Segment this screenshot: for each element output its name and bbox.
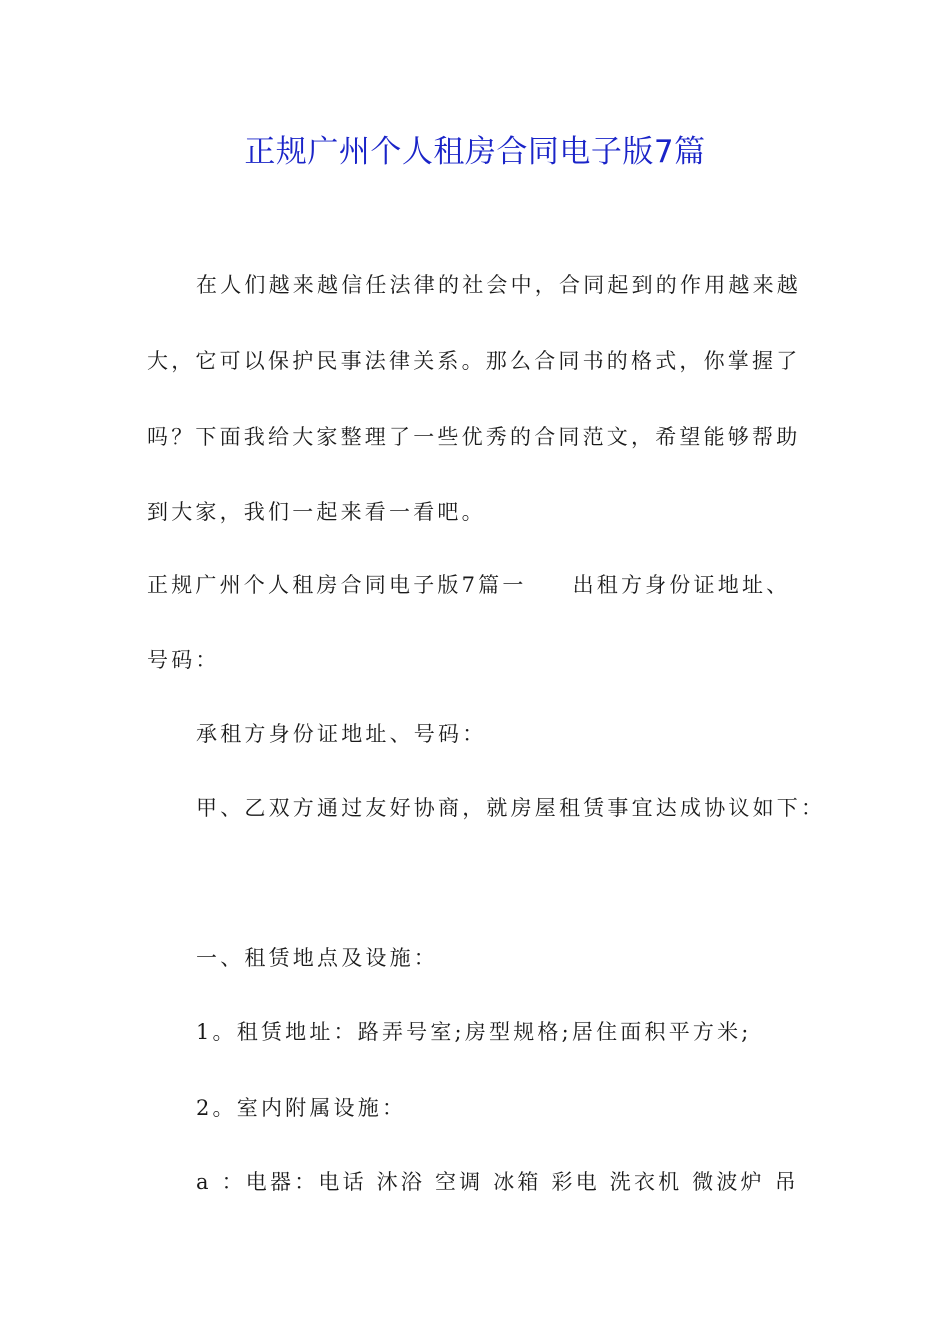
section-heading: 正规广州个人租房合同电子版7篇一 xyxy=(147,573,527,597)
paragraph-line: 吗？下面我给大家整理了一些优秀的合同范文，希望能够帮助 xyxy=(147,425,801,449)
paragraph-line: 在人们越来越信任法律的社会中，合同起到的作用越来越 xyxy=(196,273,801,297)
paragraph-line: 到大家，我们一起来看一看吧。 xyxy=(147,500,486,524)
lessee-id-label: 承租方身份证地址、号码： xyxy=(196,722,487,746)
clause-heading: 一、租赁地点及设施： xyxy=(196,946,438,970)
paragraph-line: 大，它可以保护民事法律关系。那么合同书的格式，你掌握了 xyxy=(147,349,801,373)
section-heading-line xyxy=(147,567,790,603)
document-title: 正规广州个人租房合同电子版7篇 xyxy=(244,134,706,170)
clause-item: 1。租赁地址：路弄号室;房型规格;居住面积平方米; xyxy=(196,1020,752,1044)
paragraph-line: 号码： xyxy=(147,648,220,672)
lessor-id-label: 出租方身份证地址、 xyxy=(572,573,791,597)
clause-item: a ：电器：电话 沐浴 空调 冰箱 彩电 洗衣机 微波炉 吊 xyxy=(196,1170,799,1194)
clause-item: 2。室内附属设施： xyxy=(196,1096,407,1120)
paragraph-line: 甲、乙双方通过友好协商，就房屋租赁事宜达成协议如下： xyxy=(196,796,826,820)
